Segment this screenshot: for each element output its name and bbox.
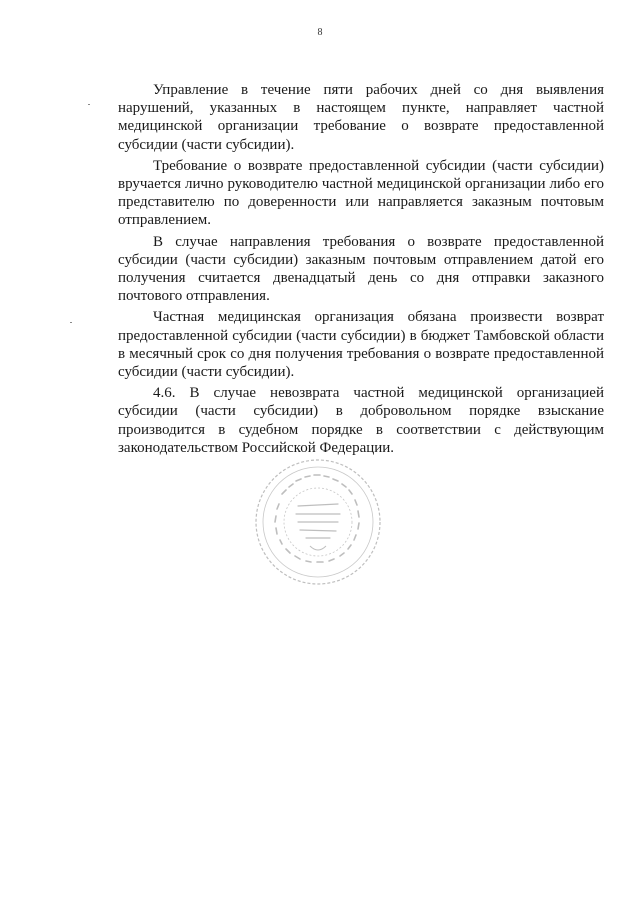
paragraph: Требование о возврате предоставленной субсидии (части субсидии) вручается лично руководителю частной медицинской организации либо его представителю по доверенности или направляется заказным почтовым отправлением. <box>118 157 604 229</box>
paragraph: В случае направления требования о возврате предоставленной субсидии (части субсидии) заказным почтовым отправлением датой его получения считается двенадцатый день со дня отправки заказного почтового отправления. <box>118 233 604 305</box>
official-seal-icon <box>252 456 384 588</box>
paragraph: 4.6. В случае невозврата частной медицинской организацией субсидии (части субсидии) в добровольном порядке взыскание производится в судебном порядке в соответствии с действующим законодательством Российской Федерации. <box>118 385 604 456</box>
scan-dot-mark <box>88 104 90 105</box>
paragraph: Управление в течение пяти рабочих дней со дня выявления нарушений, указанных в настоящем пункте, направляет частной медицинской организации требование о возврате предоставленной субсидии (части субсидии). <box>118 82 604 153</box>
page-number: 8 <box>317 27 323 38</box>
document-body <box>118 81 604 460</box>
scan-dot-mark <box>70 322 72 323</box>
paragraph: Частная медицинская организация обязана произвести возврат предоставленной субсидии (части субсидии) в бюджет Тамбовской области в месячный срок со дня получения требования о возврате предоставленной субсидии (части субсидии). <box>118 309 604 381</box>
